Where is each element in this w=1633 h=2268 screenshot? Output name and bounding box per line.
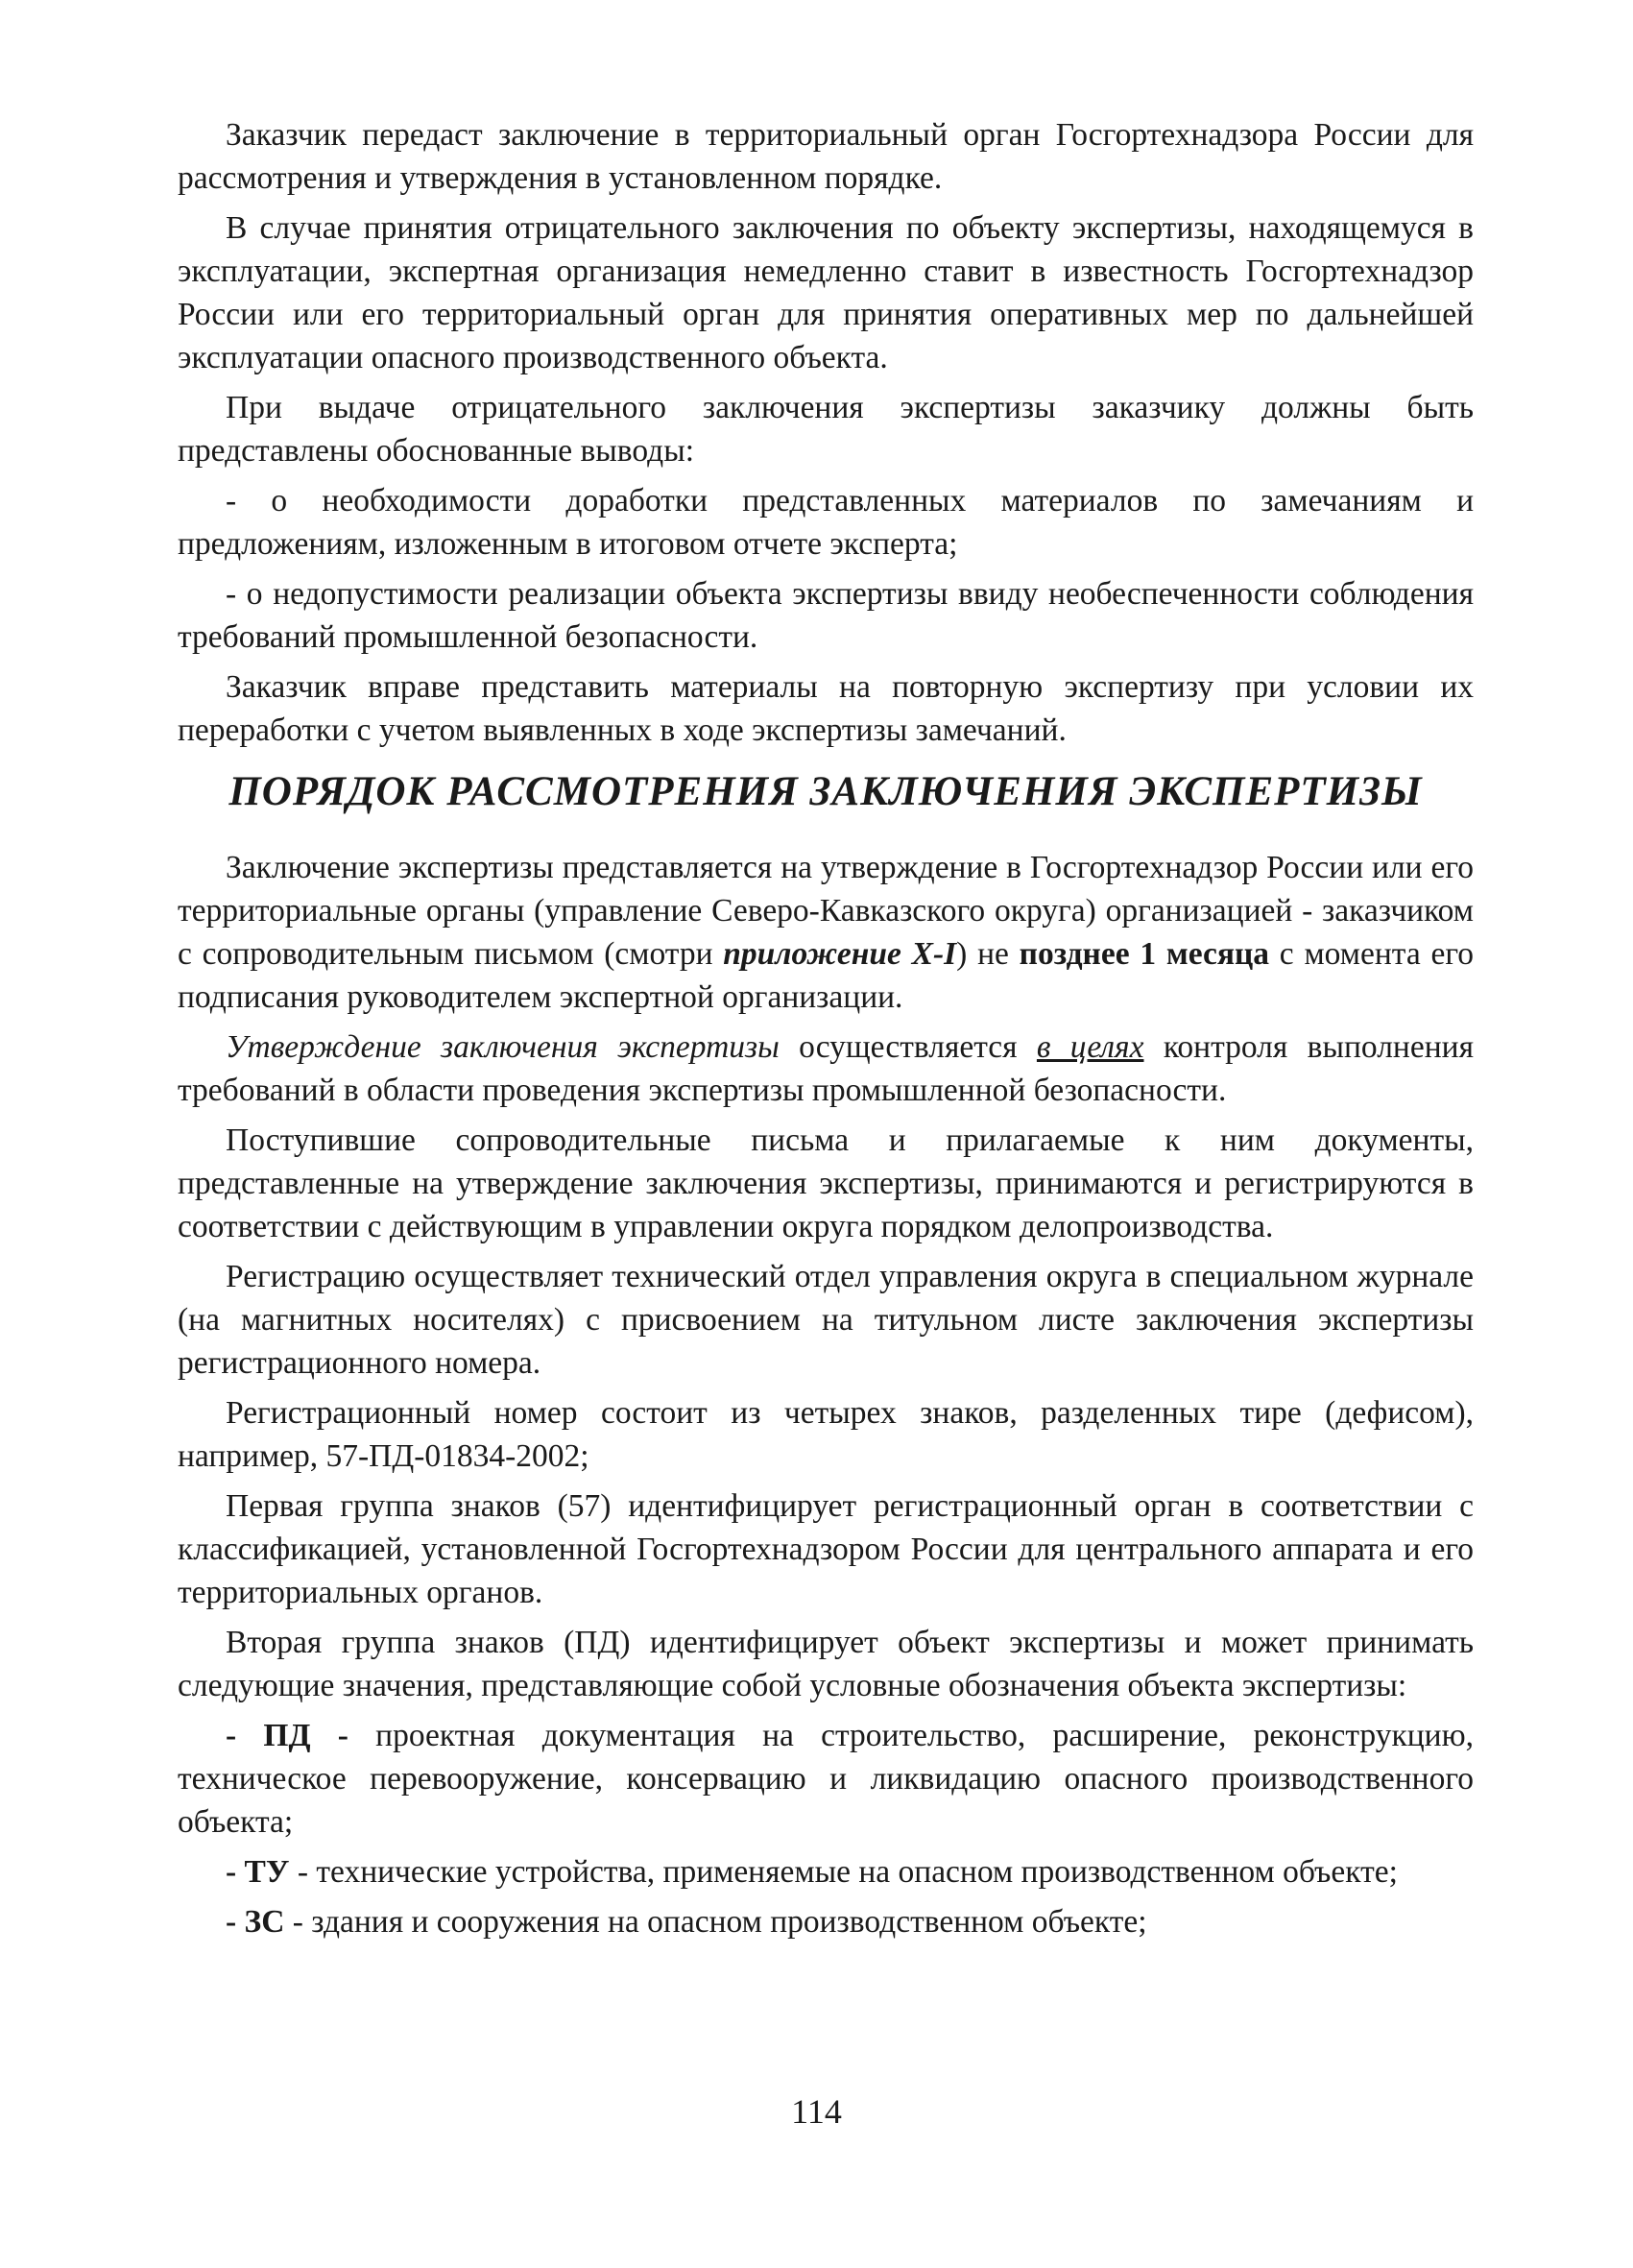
code-item (178, 1714, 1474, 1844)
appendix-reference: приложение Х-I (723, 936, 957, 972)
paragraph: Регистрационный номер состоит из четырех знаков, разделенных тире (дефисом), например, 57-ПД-01834-2002; (178, 1395, 1474, 1474)
paragraph-submission (178, 846, 1474, 1019)
section-heading: ПОРЯДОК РАССМОТРЕНИЯ ЗАКЛЮЧЕНИЯ ЭКСПЕРТИЗЫ (228, 769, 1423, 814)
italic-term: Утверждение заключения экспертизы (226, 1029, 780, 1065)
paragraph: Заказчик вправе представить материалы на повторную экспертизу при условии их переработки с учетом выявленных в ходе экспертизы замечаний. (178, 669, 1474, 748)
paragraph: Первая группа знаков (57) идентифицирует регистрационный орган в соответствии с классификацией, установленной Госгортехнадзором России для центрального аппарата и его территориальных органов. (178, 1488, 1474, 1610)
deadline-emphasis: позднее 1 месяца (1019, 936, 1270, 972)
paragraph-approval (178, 1025, 1474, 1112)
paragraph: Заказчик передаст заключение в территориальный орган Госгортехнадзора России для рассмотрения и утверждения в установленном порядке. (178, 117, 1474, 196)
text-run: осуществляется (779, 1029, 1037, 1065)
code-description: - технические устройства, применяемые на опасном производственном объекте; (289, 1854, 1398, 1890)
code-label: - ТУ (226, 1854, 290, 1890)
code-item (178, 1900, 1474, 1943)
paragraph: Регистрацию осуществляет технический отдел управления округа в специальном журнале (на магнитных носителях) с присвоением на титульном листе заключения экспертизы регистрационного номера. (178, 1259, 1474, 1381)
code-label: - ПД - (226, 1718, 348, 1753)
text-run: с момента его подписания руководителем экспертной организации. (178, 936, 1474, 1015)
list-item: - о необходимости доработки представленных материалов по замечаниям и предложениям, изложенным в итоговом отчете эксперта; (178, 483, 1474, 562)
code-description: - здания и сооружения на опасном производственном объекте; (284, 1904, 1147, 1940)
code-description: проектная документация на строительство, расширение, реконструкцию, техническое перевооружение, консервацию и ликвидацию опасного производственного объекта; (178, 1718, 1474, 1840)
code-item (178, 1850, 1474, 1894)
document-page (178, 113, 1474, 1950)
text-run: Заключение экспертизы представляется на утверждение в Госгортехнадзор России или его территориальные органы (управление Северо-Кавказского округа) организацией - заказчиком с сопроводительным письмом (смотри (178, 850, 1474, 972)
underlined-term: в целях (1036, 1029, 1144, 1065)
list-item: - о недопустимости реализации объекта экспертизы ввиду необеспеченности соблюдения требований промышленной безопасности. (178, 576, 1474, 655)
paragraph: В случае принятия отрицательного заключения по объекту экспертизы, находящемуся в эксплуатации, экспертная организация немедленно ставит в известность Госгортехнадзор России или его территориальный орган для принятия оперативных мер по дальнейшей эксплуатации опасного производственного объекта. (178, 210, 1474, 375)
paragraph: При выдаче отрицательного заключения экспертизы заказчику должны быть представлены обоснованные выводы: (178, 390, 1474, 469)
paragraph: Поступившие сопроводительные письма и прилагаемые к ним документы, представленные на утверждение заключения экспертизы, принимаются и регистрируются в соответствии с действующим в управлении округа порядком делопроизводства. (178, 1122, 1474, 1244)
code-label: - ЗС (226, 1904, 285, 1940)
text-run: ) не (956, 936, 1020, 972)
paragraph: Вторая группа знаков (ПД) идентифицирует объект экспертизы и может принимать следующие значения, представляющие собой условные обозначения объекта экспертизы: (178, 1625, 1474, 1703)
page-number: 114 (791, 2092, 842, 2131)
text-run: контроля выполнения требований в области проведения экспертизы промышленной безопасности. (178, 1029, 1474, 1108)
